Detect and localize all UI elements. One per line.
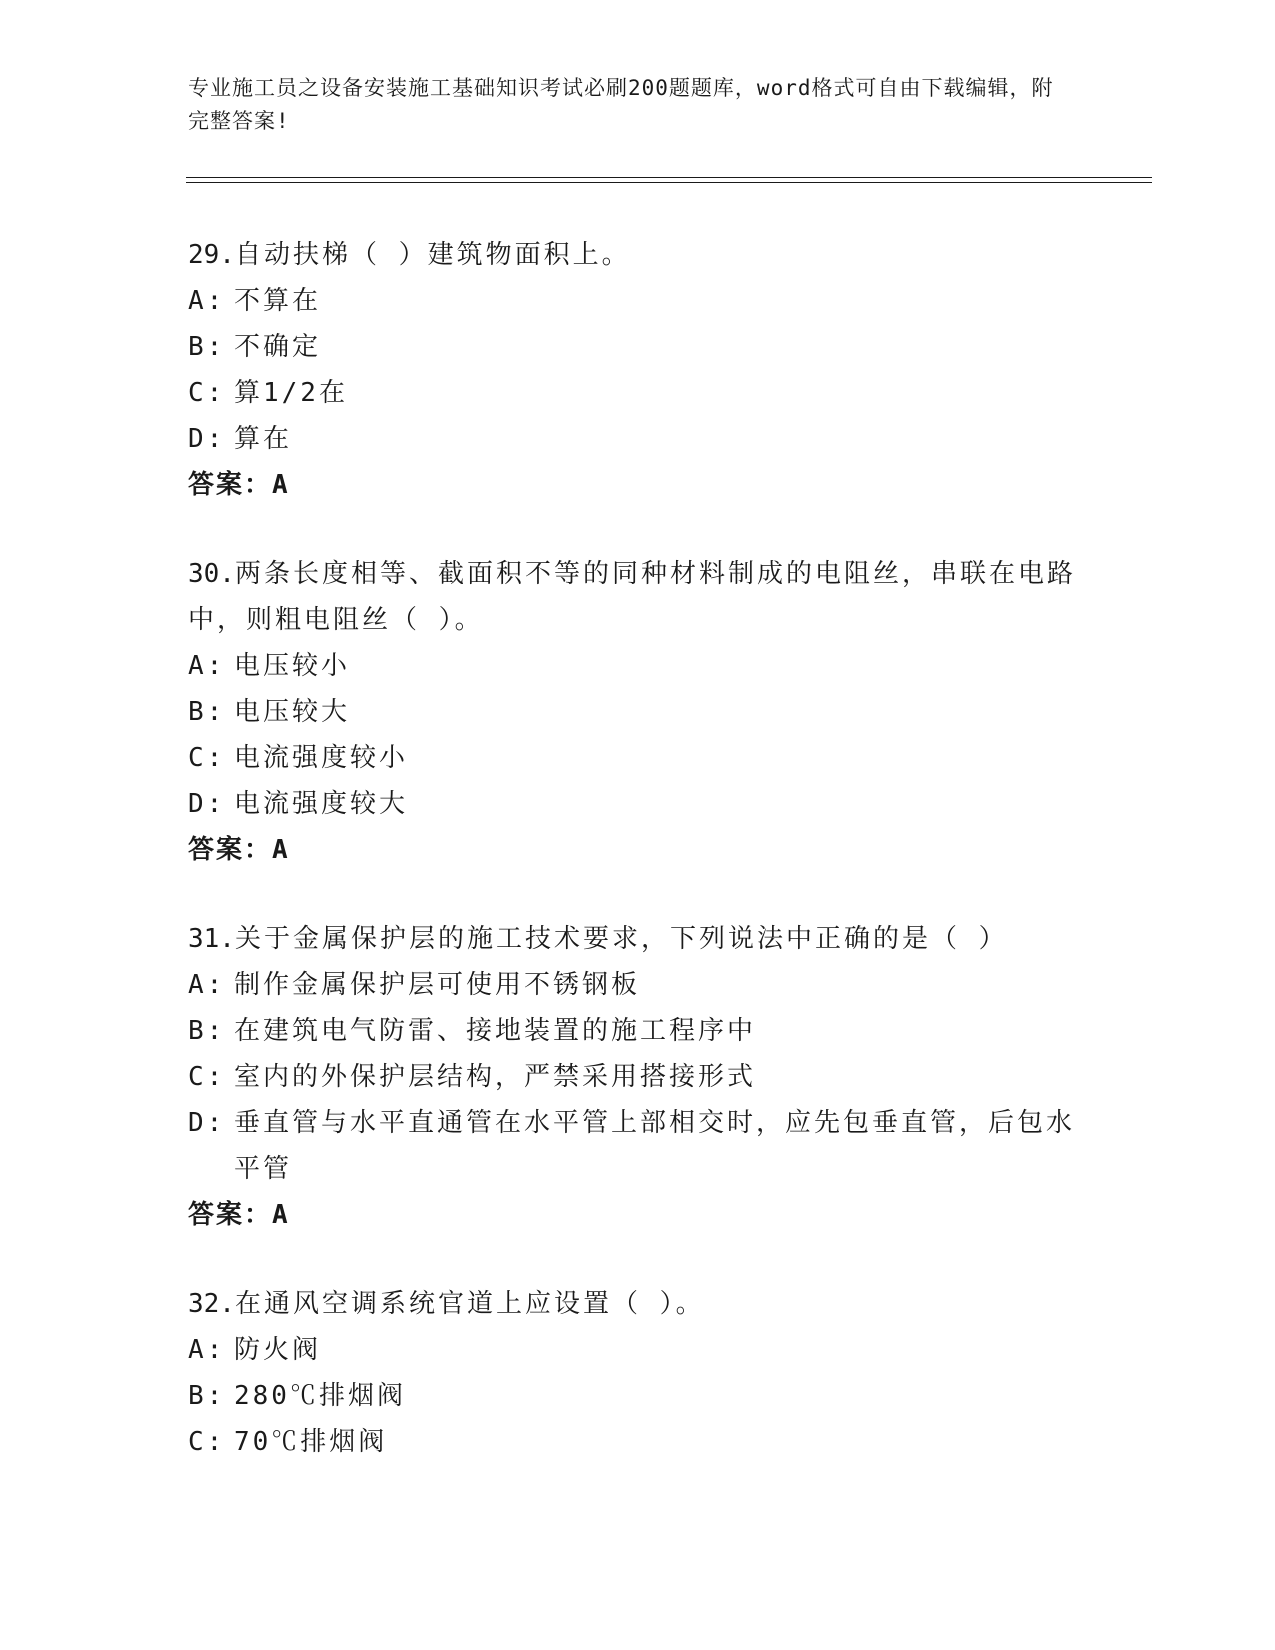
- question-31: [188, 916, 1088, 1238]
- option-c: [188, 370, 1088, 416]
- option-letter: B:: [188, 1016, 226, 1046]
- question-text: 关于金属保护层的施工技术要求，下列说法中正确的是（ ）: [234, 924, 1008, 954]
- option-text: 不算在: [234, 286, 322, 316]
- option-text: 280℃排烟阀: [234, 1381, 406, 1411]
- option-c: [188, 1419, 1088, 1465]
- option-letter: A:: [188, 651, 226, 681]
- option-letter: A:: [188, 970, 226, 1000]
- option-text: 电流强度较小: [234, 743, 409, 773]
- option-a: [188, 278, 1088, 324]
- option-letter: A:: [188, 1335, 226, 1365]
- option-letter: C:: [188, 1062, 226, 1092]
- option-a: [188, 643, 1088, 689]
- option-b: [188, 324, 1088, 370]
- option-text: 不确定: [234, 332, 322, 362]
- option-text: 算在: [234, 424, 293, 454]
- option-text: 电流强度较大: [234, 789, 409, 819]
- answer-line: 答案：A: [188, 470, 290, 500]
- option-b: [188, 1008, 1088, 1054]
- question-number: 29.: [188, 240, 235, 270]
- option-b: [188, 1373, 1088, 1419]
- question-number: 32.: [188, 1289, 235, 1319]
- question-stem: [188, 551, 1088, 643]
- option-letter: B:: [188, 1381, 226, 1411]
- question-text: 在通风空调系统官道上应设置（ ）。: [234, 1289, 705, 1319]
- question-text: 自动扶梯（ ）建筑物面积上。: [234, 240, 631, 270]
- question-32: [188, 1281, 1088, 1465]
- header-divider-top: [186, 177, 1152, 178]
- option-c: [188, 735, 1088, 781]
- option-text: 室内的外保护层结构，严禁采用搭接形式: [234, 1062, 757, 1092]
- option-a: [188, 1327, 1088, 1373]
- option-letter: D:: [188, 789, 226, 819]
- option-d: [188, 1100, 1088, 1192]
- question-30: [188, 551, 1088, 873]
- question-stem: [188, 916, 1088, 962]
- option-letter: C:: [188, 743, 226, 773]
- option-text: 防火阀: [234, 1335, 322, 1365]
- option-c: [188, 1054, 1088, 1100]
- question-stem: [188, 232, 1088, 278]
- question-list: [188, 232, 1088, 1508]
- option-b: [188, 689, 1088, 735]
- header-divider-bottom: [186, 182, 1152, 183]
- option-letter: B:: [188, 332, 226, 362]
- option-d: [188, 781, 1088, 827]
- option-letter: D:: [188, 1108, 226, 1138]
- question-stem: [188, 1281, 1088, 1327]
- option-text: 垂直管与水平直通管在水平管上部相交时，应先包垂直管，后包水平管: [234, 1108, 1076, 1184]
- option-a: [188, 962, 1088, 1008]
- question-text: 两条长度相等、截面积不等的同种材料制成的电阻丝，串联在电路中，则粗电阻丝（ ）。: [188, 559, 1076, 635]
- option-letter: A:: [188, 286, 226, 316]
- option-letter: D:: [188, 424, 226, 454]
- option-letter: C:: [188, 1427, 226, 1457]
- question-29: [188, 232, 1088, 508]
- option-d: [188, 416, 1088, 462]
- document-header: [188, 72, 1068, 138]
- option-text: 算1/2在: [234, 378, 348, 408]
- document-title: 专业施工员之设备安装施工基础知识考试必刷200题题库，word格式可自由下载编辑，附完整答案!: [188, 76, 1054, 133]
- option-text: 电压较小: [234, 651, 351, 681]
- option-text: 制作金属保护层可使用不锈钢板: [234, 970, 641, 1000]
- option-text: 电压较大: [234, 697, 351, 727]
- question-number: 31.: [188, 924, 235, 954]
- option-letter: B:: [188, 697, 226, 727]
- option-text: 在建筑电气防雷、接地装置的施工程序中: [234, 1016, 757, 1046]
- answer-line: 答案：A: [188, 835, 290, 865]
- answer-line: 答案：A: [188, 1200, 290, 1230]
- option-letter: C:: [188, 378, 226, 408]
- option-text: 70℃排烟阀: [234, 1427, 388, 1457]
- question-number: 30.: [188, 559, 235, 589]
